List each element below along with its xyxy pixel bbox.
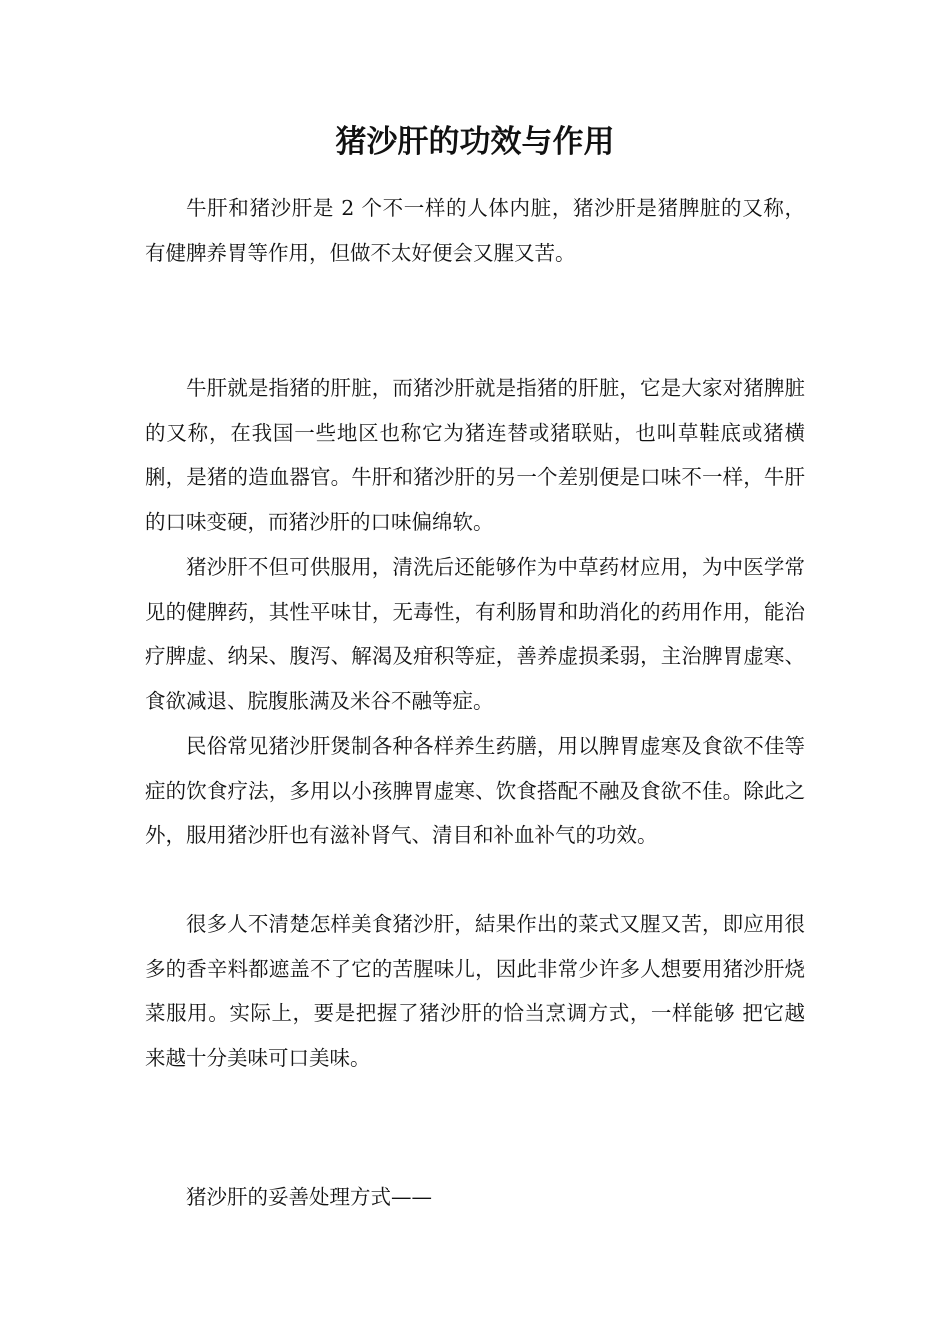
paragraph-folk-remedies: 民俗常见猪沙肝煲制各种各样养生药膳，用以脾胃虚寒及食欲不佳等症的饮食疗法，多用以小孩脾胃虚寒、饮食搭配不融及食欲不佳。除此之外，服用猪沙肝也有滋补肾气、清目和补血补气的功效。 bbox=[145, 734, 805, 847]
document-title: 猪沙肝的功效与作用 bbox=[335, 124, 615, 160]
paragraph-processing-heading: 猪沙肝的妥善处理方式—— bbox=[186, 1185, 432, 1209]
paragraph-liver-difference: 牛肝就是指猪的肝脏，而猪沙肝就是指猪的肝脏，它是大家对猪脾脏的又称，在我国一些地区也称它为猪连替或猪联贴，也叫草鞋底或猪横脷，是猪的造血器官。牛肝和猪沙肝的另一个差别便是口味不一样，牛肝的口味变硬，而猪沙肝的口味偏绵软。 bbox=[145, 376, 805, 534]
paragraph-cooking: 很多人不清楚怎样美食猪沙肝，結果作出的菜式又腥又苦，即应用很多的香辛料都遮盖不了它的苦腥味儿，因此非常少许多人想要用猪沙肝烧菜服用。实际上，要是把握了猪沙肝的恰当烹调方式，一样能够 把它越来越十分美味可口美味。 bbox=[145, 912, 805, 1070]
paragraph-medicinal-use: 猪沙肝不但可供服用，清洗后还能够作为中草药材应用，为中医学常见的健脾药，其性平味甘，无毒性，有利肠胃和助消化的药用作用，能治疗脾虚、纳呆、腹泻、解渴及疳积等症，善养虚损柔弱，主治脾胃虚寒、食欲减退、脘腹胀满及米谷不融等症。 bbox=[145, 555, 805, 713]
paragraph-intro: 牛肝和猪沙肝是 2 个不一样的人体内脏，猪沙肝是猪脾脏的又称，有健脾养胃等作用，但做不太好便会又腥又苦。 bbox=[145, 196, 805, 265]
